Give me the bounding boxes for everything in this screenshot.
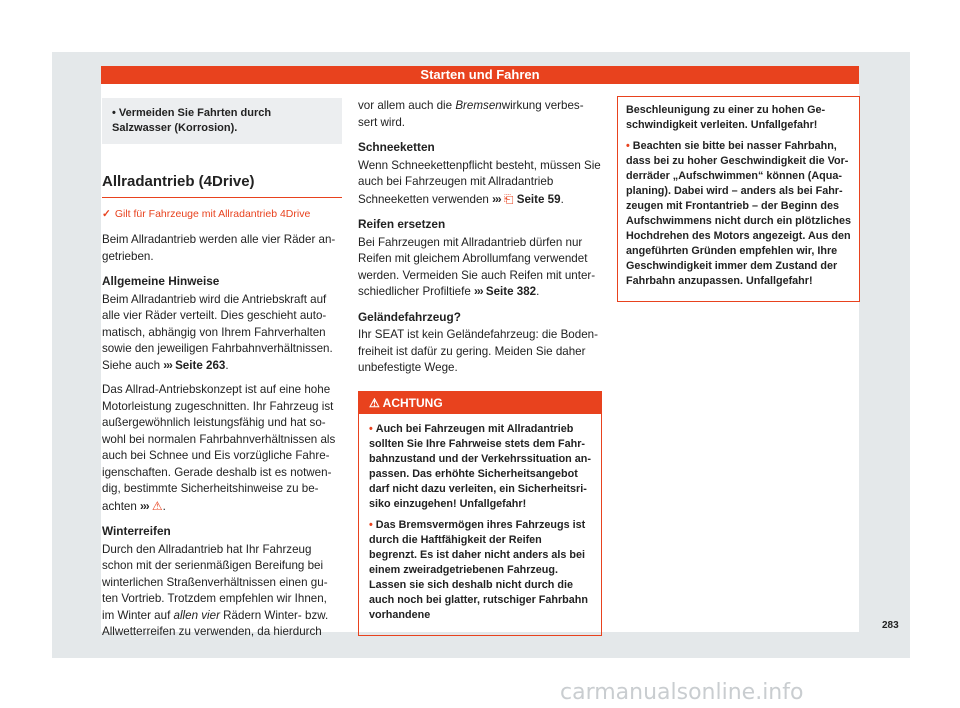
continued-paragraph bbox=[358, 98, 602, 131]
section-title: Allradantrieb (4Drive) bbox=[102, 174, 342, 198]
caution-text-2: Das Bremsvermögen ihres Fahrzeugs ist durch die Haftfähigkeit der Reifen begrenzt. Es ist daher nicht anders als bei einem zweiradgetriebenen Fahrzeug. Lassen sie sich deshalb nicht durch die auch noch bei glatter, rutschiger Fahrbahn vorhandene bbox=[369, 518, 588, 621]
column-2 bbox=[358, 98, 602, 636]
winter-paragraph bbox=[102, 542, 342, 641]
intro-paragraph: Beim Allradantrieb werden alle vier Räder an-getrieben. bbox=[102, 233, 336, 263]
book-icon: ⎗ bbox=[503, 191, 514, 206]
heading-general: Allgemeine Hinweise bbox=[102, 274, 220, 288]
column-3 bbox=[617, 96, 860, 302]
page-number: 283 bbox=[882, 620, 899, 631]
bullet-icon: • bbox=[112, 107, 116, 119]
chains-paragraph: Wenn Schneekettenpflicht besteht, müssen Sie auch bei Fahrzeugen mit Allradantrieb Schneeketten verwenden ››› ⎗ Seite 59. bbox=[358, 158, 601, 206]
general-paragraph-2: Das Allrad-Antriebskonzept ist auf eine hohe Motorleistung zugeschnitten. Ihr Fahrzeug ist außergewöhnlich leistungsfähig und hat so-wohl bei normalen Fahrbahnverhältnissen als auch bei Schnee und Eis vorzügliche Fahre-igenschaften. Gerade deshalb ist es notwen-dig, bestimmte Sicherheitshinweise zu be-achten ››› ⚠. bbox=[102, 383, 336, 513]
column-1 bbox=[102, 98, 342, 649]
winter-text-em: allen vier bbox=[173, 608, 220, 622]
tires-paragraph: Bei Fahrzeugen mit Allradantrieb dürfen nur Reifen mit gleichem Abrollumfang verwendet werden. Vermeiden Sie auch Reifen mit unter-schiedlicher Profiltiefe ››› Seite 382. bbox=[358, 235, 596, 298]
cont-text-em: Bremsen bbox=[455, 99, 502, 112]
caution-item-2 bbox=[369, 518, 591, 623]
bullet-icon: • bbox=[369, 422, 373, 435]
caution-header bbox=[359, 392, 601, 414]
note-text: Vermeiden Sie Fahrten durch Salzwasser (Korrosion). bbox=[112, 107, 272, 134]
cont-text-b: wirkung verbes-sert wird. bbox=[358, 99, 584, 129]
warning-triangle-icon[interactable]: ⚠ bbox=[151, 498, 163, 513]
caution-item-3 bbox=[626, 139, 851, 289]
page-reference-link[interactable]: Seite 382 bbox=[485, 285, 537, 298]
heading-tires: Reifen ersetzen bbox=[358, 217, 446, 231]
reference-arrow-icon: ››› bbox=[474, 285, 483, 298]
caution-text-1: Auch bei Fahrzeugen mit Allradantrieb sollten Sie Ihre Fahrweise stets dem Fahr-bahnzustand und der Verkehrssituation an-passen. Das erhöhte Sicherheitsangebot darf nicht dazu verleiten, ein Sicherheitsri-siko einzugehen! Unfallgefahr! bbox=[369, 422, 591, 510]
winter-text-b: Rädern Winter- bzw. Allwetterreifen zu verwenden, da hierdurch bbox=[102, 608, 329, 638]
applies-to-text: Gilt für Fahrzeuge mit Allradantrieb 4Drive bbox=[114, 207, 311, 220]
warning-triangle-icon: ⚠ bbox=[369, 395, 380, 410]
general-text-2: Das Allrad-Antriebskonzept ist auf eine hohe Motorleistung zugeschnitten. Ihr Fahrzeug ist außergewöhnlich leistungsfähig und hat so-wohl bei normalen Fahrbahnverhältnissen als auch bei Schnee und Eis vorzügliche Fahre-igenschaften. Gerade deshalb ist es notwen-dig, bestimmte Sicherheitshinweise zu be-achten bbox=[102, 383, 336, 513]
heading-chains: Schneeketten bbox=[358, 140, 435, 154]
caution-text-3: Beachten sie bitte bei nasser Fahrbahn, dass bei zu hoher Geschwindigkeit die Vor-derräder „Aufschwimmen“ können (Aqua-planing). Dabei wird – anders als bei Fahr-zeugen mit Frontantrieb – der Beginn des Aufschwimmens nicht durch ein plötzliches Hochdrehen des Motors angezeigt. Aus den angeführten Gründen empfehlen wir, Ihre Geschwindigkeit immer dem Zustand der Fahrbahn anzupassen. Unfallgefahr! bbox=[626, 140, 851, 287]
bullet-icon: • bbox=[369, 518, 373, 531]
reference-arrow-icon: ››› bbox=[140, 499, 149, 513]
caution-box bbox=[358, 391, 602, 636]
page-reference-link[interactable]: Seite 59 bbox=[516, 192, 561, 206]
check-icon: ✓ bbox=[102, 207, 111, 220]
heading-winter: Winterreifen bbox=[102, 524, 171, 538]
cont-text-a: vor allem auch die bbox=[358, 99, 453, 112]
applies-to bbox=[102, 206, 342, 223]
offroad-paragraph: Ihr SEAT ist kein Geländefahrzeug: die Boden-freiheit ist dafür zu gering. Meiden Sie daher unbefestigte Wege. bbox=[358, 328, 598, 374]
note-box bbox=[102, 98, 342, 144]
caution-item-1 bbox=[369, 422, 591, 512]
general-text-1: Beim Allradantrieb wird die Antriebskraft auf alle vier Räder verteilt. Dies geschieht auto-matisch, abhängig von Ihrem Fahrverhalten sowie den jeweiligen Fahrbahnverhältnissen. Siehe auch bbox=[102, 292, 333, 372]
heading-offroad: Geländefahrzeug? bbox=[358, 309, 461, 324]
caution-continued-text: Beschleunigung zu einer zu hohen Ge-schwindigkeit verleiten. Unfallgefahr! bbox=[626, 104, 826, 131]
page-header: Starten und Fahren bbox=[101, 66, 859, 84]
winter-text-a: Durch den Allradantrieb hat Ihr Fahrzeug schon mit der serienmäßigen Bereifung bei winterlichen Straßenverhältnissen einen gu-ten Vortrieb. Trotzdem empfehlen wir Ihnen, im Winter auf bbox=[102, 542, 328, 622]
caution-body bbox=[359, 414, 601, 635]
caution-continued-box bbox=[617, 96, 860, 302]
reference-arrow-icon: ››› bbox=[163, 358, 172, 372]
caution-title: ACHTUNG bbox=[382, 395, 443, 410]
watermark: carmanualsonline.info bbox=[560, 680, 804, 705]
general-paragraph-1: Beim Allradantrieb wird die Antriebskraft auf alle vier Räder verteilt. Dies geschieht auto-matisch, abhängig von Ihrem Fahrverhalten sowie den jeweiligen Fahrbahnverhältnissen. Siehe auch ››› Seite 263. bbox=[102, 292, 333, 372]
reference-arrow-icon: ››› bbox=[492, 192, 501, 206]
chains-text: Wenn Schneekettenpflicht besteht, müssen Sie auch bei Fahrzeugen mit Allradantrieb Schneeketten verwenden bbox=[358, 158, 601, 206]
bullet-icon: • bbox=[626, 140, 630, 152]
tires-text: Bei Fahrzeugen mit Allradantrieb dürfen nur Reifen mit gleichem Abrollumfang verwendet werden. Vermeiden Sie auch Reifen mit unter-schiedlicher Profiltiefe bbox=[358, 235, 596, 298]
page-reference-link[interactable]: Seite 263 bbox=[175, 358, 226, 372]
